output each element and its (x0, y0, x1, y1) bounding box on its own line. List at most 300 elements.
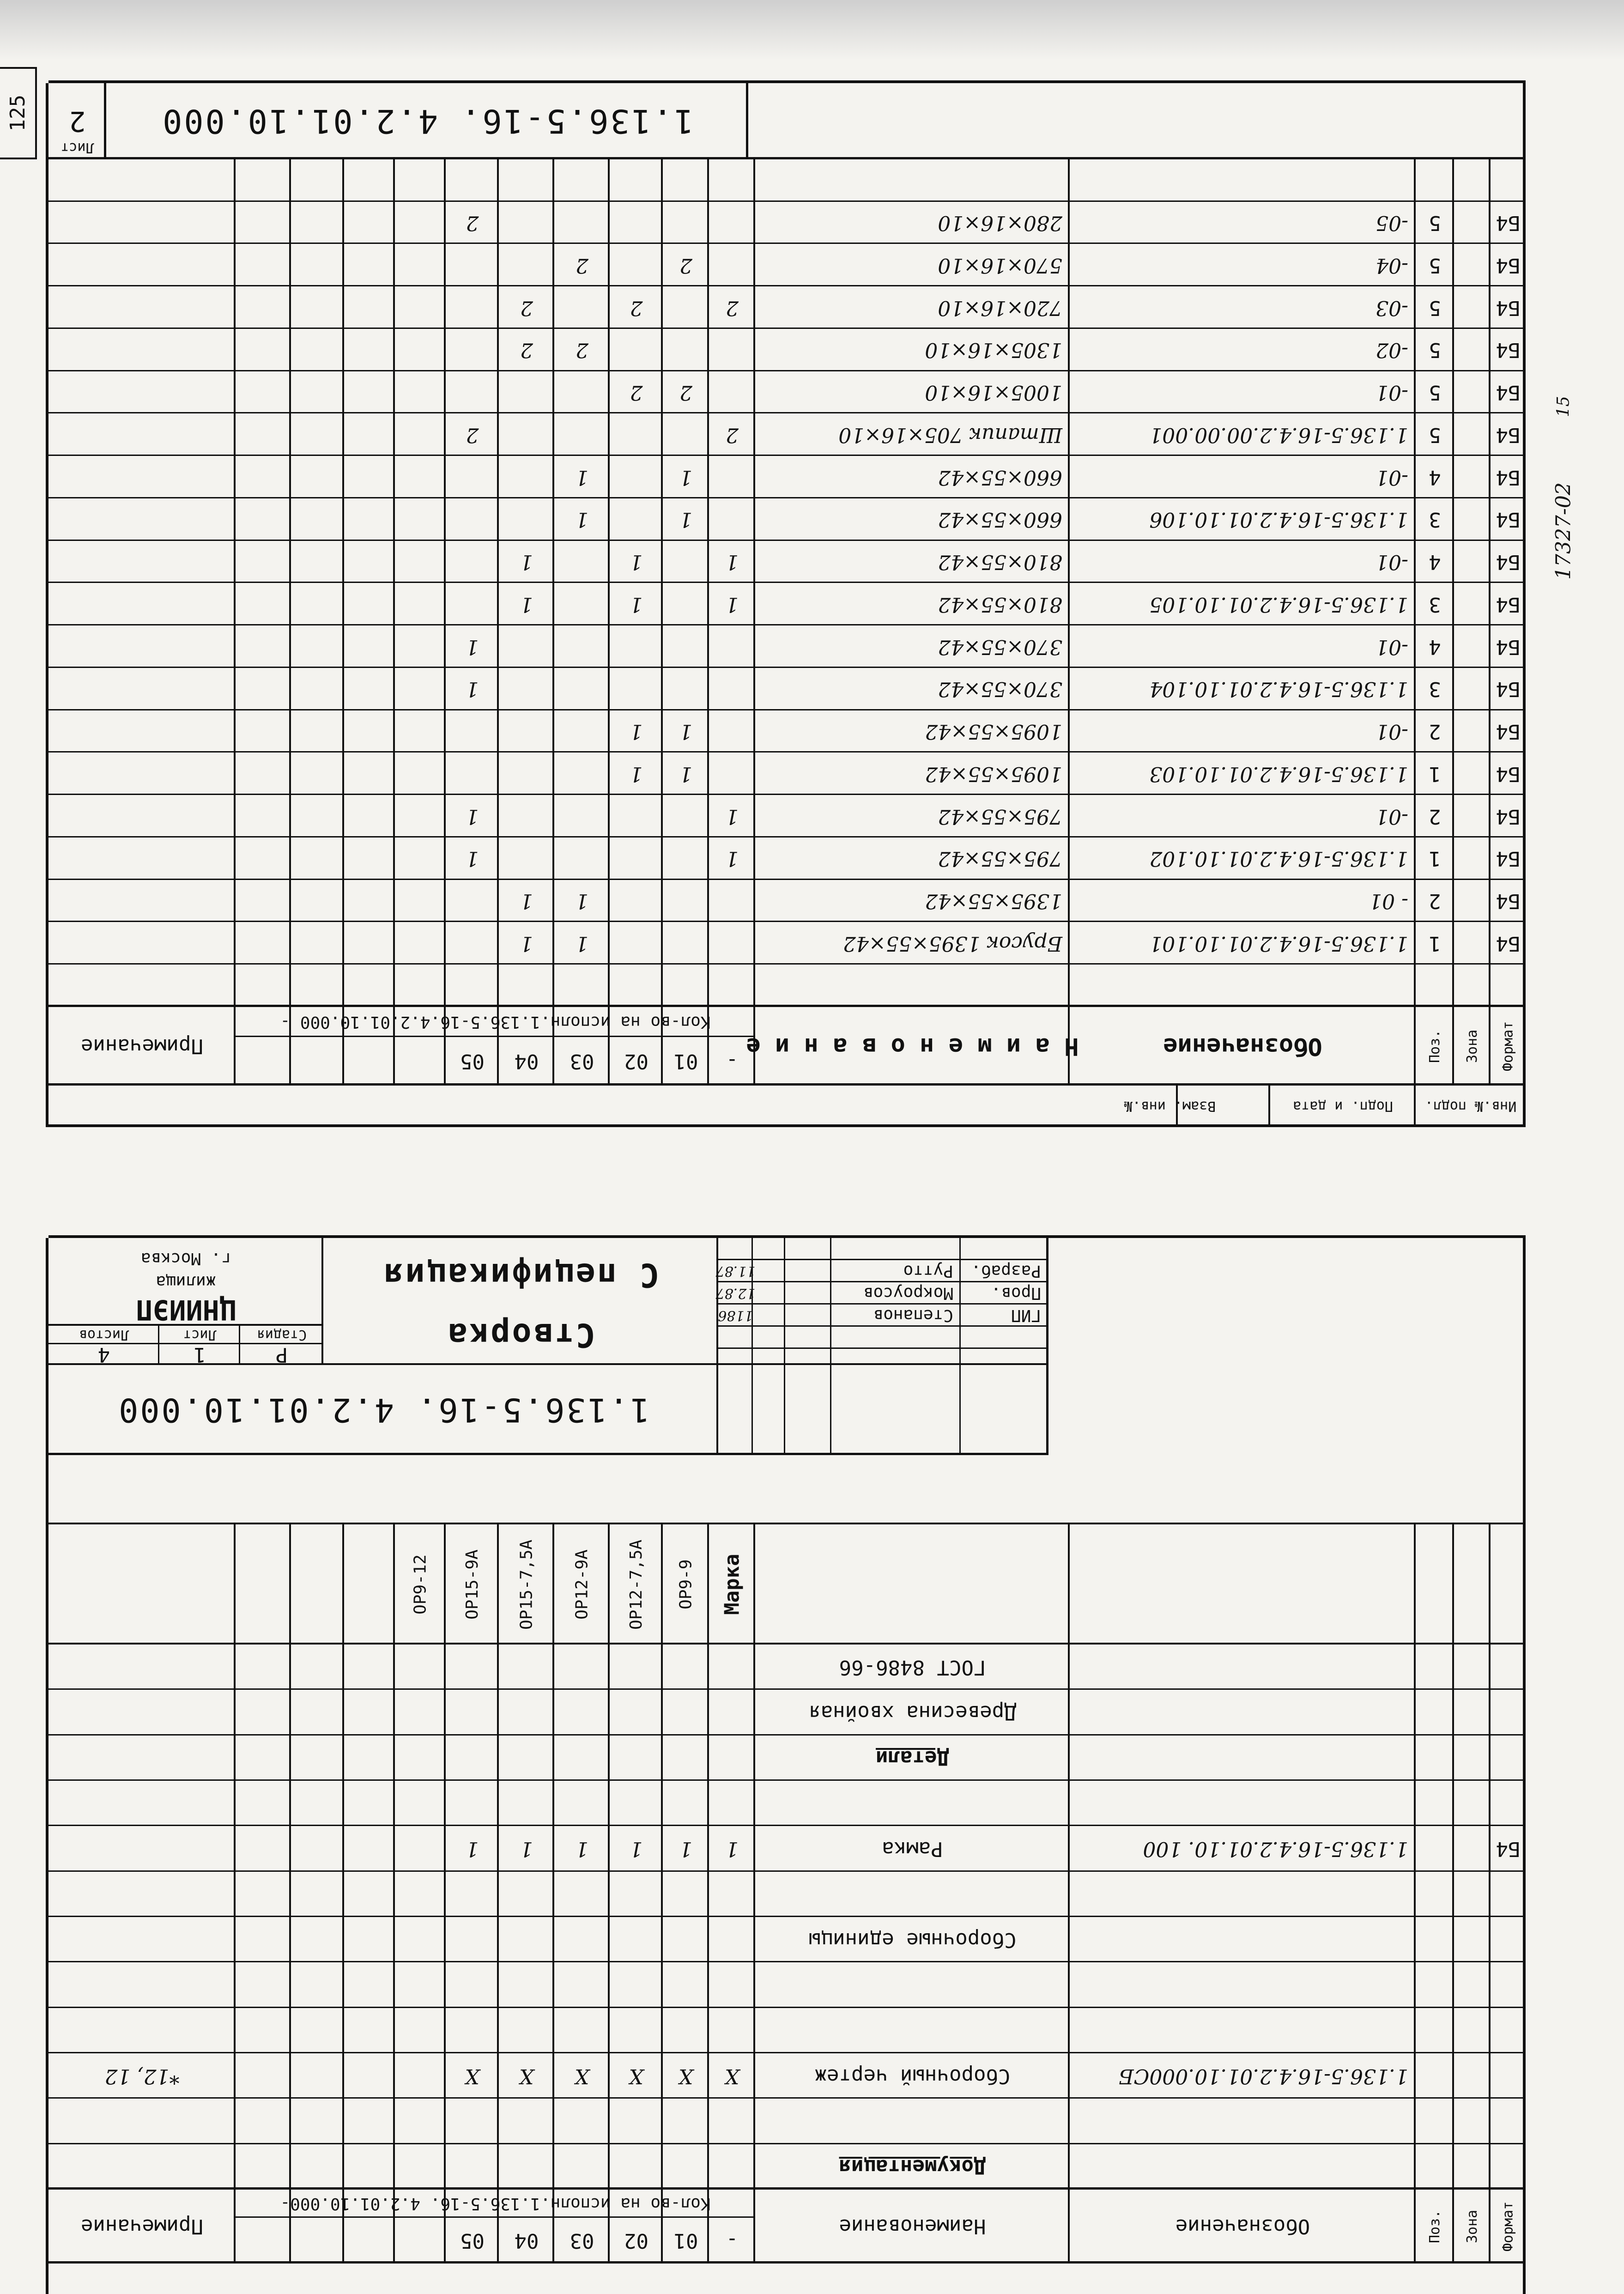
role-label: Разраб. (971, 1262, 1041, 1281)
sheet2-row-qty (663, 414, 709, 456)
sheet2-row-qty (663, 668, 709, 710)
sheet1-row-qty: Х (519, 2064, 534, 2088)
sheet2-row-qty: 2 (630, 381, 643, 405)
sheet2-row-qty (554, 625, 610, 668)
sheet2-header-zone: Зона (1464, 1029, 1480, 1063)
sheet1-row-designation (1070, 1962, 1416, 2008)
sheet2-row-qty: 1 (630, 720, 643, 744)
sheet2-row-qty (554, 202, 610, 244)
mark-label: ОР12-7,5А (627, 1539, 646, 1630)
rule-line (718, 1347, 1048, 1349)
sheet-label: Лист (183, 1327, 217, 1343)
sheet2-row-qty (446, 710, 499, 753)
title-line2: С пецификация (382, 1256, 660, 1294)
sheet2-row-qty (499, 710, 554, 753)
sheets-label: Листов (79, 1327, 129, 1343)
sheet2-header-exec: 01 (673, 1049, 698, 1073)
sheet2-row-qty: 2 (679, 381, 692, 405)
sheet1-row-qty (663, 1872, 709, 1917)
sheet2-row-name: 1395×55×42 (925, 889, 1062, 913)
sheet2-row-designation: -01 (1376, 804, 1408, 828)
sheet2-row-format: Б4 (1496, 592, 1521, 616)
sheet1-row-note (48, 1826, 236, 1871)
mark-label: ОР9-12 (411, 1554, 430, 1615)
sheet2-row-qty: 1 (576, 508, 588, 532)
sheet1-row-qty: 1 (466, 1837, 479, 1861)
sheet1-row-qty (610, 2099, 663, 2144)
sheet2-row-format: Б4 (1496, 677, 1521, 701)
sheet2-row-qty (499, 498, 554, 541)
sheet1-header-designation: Обозначение (1175, 2215, 1310, 2239)
sheet1-row-qty (499, 1781, 554, 1826)
sheet1-row-qty (663, 1690, 709, 1735)
sheet1-row-name: Документация (839, 2155, 986, 2179)
sheet2-row-qty: 1 (466, 677, 479, 701)
sheet1-row-note: *12, 12 (104, 2064, 180, 2088)
sheet1-row-note (48, 1962, 236, 2008)
sheet2-header-qty-title: Кол-во на исполн.1.136.5-16.4.2.01.10.000 - (280, 1012, 711, 1032)
org-line1: ЦНИИЭП (136, 1293, 236, 1326)
sheet1-row-format (1491, 1962, 1526, 2008)
sheet2-row-pos: 3 (1429, 592, 1441, 616)
sheet1-row-qty (610, 1736, 663, 1781)
sheet2-header-note: Примечание (81, 1034, 203, 1058)
sheet2-row-qty: 1 (520, 592, 533, 616)
sheet2-row-qty (663, 837, 709, 880)
rule-line (784, 1238, 785, 1455)
sheet2-row-pos: 3 (1429, 508, 1441, 532)
sheet2-row-qty (610, 837, 663, 880)
sheet1-row-qty (610, 2144, 663, 2190)
sheet1-row-qty (554, 1781, 610, 1826)
sheet1-row-designation (1070, 1781, 1416, 1826)
role-name: Степанов (873, 1306, 953, 1325)
sheet2-row-qty: 1 (630, 592, 643, 616)
sheet1-row-designation: 1.136.5-16.4.2.01.10.000СБ (1119, 2064, 1408, 2088)
sheet1-row-qty: Х (465, 2064, 480, 2088)
sheet1-header-exec: - (726, 2228, 739, 2252)
sheet1-row-qty (554, 1690, 610, 1735)
sheet1-row-qty: 1 (630, 1837, 643, 1861)
sheet1-row-qty (663, 1736, 709, 1781)
sheet1-row-qty (499, 1736, 554, 1781)
sheet2-row-qty: 1 (576, 889, 588, 913)
sheet2-row-qty: 1 (630, 762, 643, 786)
sheet2-row-qty: 2 (726, 423, 739, 447)
sheet1-row-format (1491, 2008, 1526, 2053)
sheet2-row-designation: -01 (1376, 720, 1408, 744)
sheet1-header-exec: 02 (624, 2228, 648, 2252)
sheet2-row-format: Б4 (1496, 381, 1521, 405)
sheet1-row-qty (709, 1872, 755, 1917)
role-date: 11.87 (715, 1263, 756, 1280)
sheet2-row-pos: 5 (1429, 211, 1441, 235)
sheet1-row-note (48, 2008, 236, 2053)
sheet1-row-format (1491, 1781, 1526, 1826)
sheet1-row-format (1491, 1917, 1526, 1962)
sheet2-row-pos: 3 (1429, 677, 1441, 701)
sheet-value: 1 (194, 1343, 206, 1366)
sheet2-row-qty (709, 456, 755, 498)
sheet1-row-qty (446, 1781, 499, 1826)
sheet1-row-qty (663, 2008, 709, 2053)
sheet1-row-designation: 1.136.5-16.4.2.01.10. 100 (1143, 1837, 1408, 1861)
rule-line (718, 1237, 1048, 1238)
sheet2-row-qty (709, 371, 755, 414)
sheet2-row-format: Б4 (1496, 423, 1521, 447)
sheet2-row-pos: 2 (1429, 889, 1441, 913)
sheet2-row-designation: - 01 (1369, 889, 1408, 913)
sheet2-row-qty: 1 (679, 762, 692, 786)
role-label: ГИП (1011, 1306, 1041, 1325)
sheet2-row-qty (663, 202, 709, 244)
sheet2-header-pos: Поз. (1427, 1029, 1443, 1063)
sheet2-margin-replace: Взам. инв.№ (1124, 1098, 1216, 1115)
archive-mark: 15 (1554, 396, 1573, 417)
sheet1-row-qty (446, 2099, 499, 2144)
sheet2-row-format: Б4 (1496, 550, 1521, 574)
sheet2-row-designation: 1.136.5-16.4.2.01.10.106 (1149, 508, 1408, 532)
sheet2-row-qty: 1 (466, 635, 479, 659)
sheet1-row-qty (499, 2099, 554, 2144)
sheet1-header-exec: 01 (673, 2228, 698, 2252)
sheet1-row-name (755, 2008, 1070, 2053)
rule-line (48, 1523, 1526, 1524)
sheet1-row-qty (554, 1872, 610, 1917)
sheet1-header-note: Примечание (81, 2215, 203, 2239)
sheet2-row-designation: -01 (1376, 635, 1408, 659)
sheet1-row-qty (709, 1736, 755, 1781)
sheet2-row-qty: 1 (726, 847, 739, 871)
sheet1-row-format (1491, 2053, 1526, 2099)
sheet2-row-designation: 1.136.5-16.4.2.00.00.001 (1149, 423, 1408, 447)
sheet2-row-format: Б4 (1496, 889, 1521, 913)
sheet1-header-format: Формат (1500, 2201, 1516, 2252)
sheet2-row-name: 720×16×10 (938, 296, 1062, 320)
sheet2-row-qty: 1 (679, 465, 692, 489)
sheet2-header-format: Формат (1500, 1021, 1516, 1072)
sheet2-row-designation: 1.136.5-16.4.2.01.10.104 (1149, 677, 1408, 701)
sheet1-row-qty (446, 2008, 499, 2053)
mark-label: ОР15-9А (463, 1549, 482, 1620)
sheet1-row-format (1491, 2144, 1526, 2190)
sheet1-row-designation (1070, 2099, 1416, 2144)
sheet2-row-qty (709, 625, 755, 668)
sheet1-row-qty: Х (575, 2064, 589, 2088)
sheet2-row-qty (610, 456, 663, 498)
sheet2-row-designation: -04 (1376, 253, 1408, 277)
sheet2-margin-inv: Инв.№ подл. (1424, 1098, 1517, 1115)
sheet2-row-qty (499, 244, 554, 287)
sheet2-row-qty: 1 (466, 804, 479, 828)
sheet2-row-format: Б4 (1496, 211, 1521, 235)
sheet2-row-qty (554, 371, 610, 414)
sheet2-row-qty (663, 625, 709, 668)
sheet2-row-qty (499, 837, 554, 880)
sheet2-row-qty: 1 (630, 550, 643, 574)
sheet1-row-name: ГОСТ 8486-66 (839, 1655, 986, 1679)
sheet2-list-number: 2 (69, 105, 86, 138)
sheet1-row-qty (499, 1962, 554, 2008)
sheet2-row-qty (610, 795, 663, 837)
sheet1-row-qty (663, 1645, 709, 1690)
sheet1-row-format (1491, 2099, 1526, 2144)
sheet2-header-exec: 05 (460, 1049, 485, 1073)
sheet2-row-qty: 1 (520, 550, 533, 574)
sheet1-row-qty (610, 1645, 663, 1690)
sheet2-row-qty (554, 286, 610, 329)
sheet1-row-qty: 1 (726, 1837, 739, 1861)
sheet2-row-qty (709, 668, 755, 710)
sheet2-row-qty: 1 (726, 550, 739, 574)
sheet2-row-name: 1095×55×42 (925, 720, 1062, 744)
sheet2-row-name: 660×55×42 (938, 465, 1062, 489)
sheet2-row-designation: 1.136.5-16.4.2.01.10.101 (1149, 931, 1408, 955)
sheet2-row-qty (446, 329, 499, 371)
sheet2-row-qty (499, 371, 554, 414)
sheet1-row-qty (554, 1917, 610, 1962)
sheet1-row-qty (610, 1781, 663, 1826)
sheet2-row-name: 370×55×42 (938, 635, 1062, 659)
sheet1-row-name (755, 1872, 1070, 1917)
sheet1-row-note (48, 1917, 236, 1962)
sheet2-row-qty (554, 753, 610, 795)
sheet2-row-format: Б4 (1496, 762, 1521, 786)
sheet2-header-exec: 04 (514, 1049, 539, 1073)
sheet2-row-qty: 2 (466, 423, 479, 447)
sheet2-row-qty (709, 244, 755, 287)
sheet2-row-qty (709, 753, 755, 795)
org-line3: г. Москва (140, 1249, 231, 1268)
sheet2-row-format: Б4 (1496, 635, 1521, 659)
sheet2-row-qty (554, 541, 610, 583)
sheet1-row-qty (663, 2099, 709, 2144)
sheet2-row-name: 570×16×10 (938, 253, 1062, 277)
sheet2-row-qty (610, 880, 663, 922)
sheet1-row-note (48, 1690, 236, 1735)
page-number-box (0, 67, 37, 159)
stage-value: Р (275, 1343, 288, 1366)
sheet1-row-note (48, 1645, 236, 1690)
sheet2-row-pos: 2 (1429, 804, 1441, 828)
sheet2-row-qty (499, 753, 554, 795)
sheet1-row-qty (610, 1917, 663, 1962)
sheet1-header-qty-title: Кол-во на исполн.1.136.5-16. 4.2.01.10.000- (280, 2194, 711, 2213)
sheet1-row-qty: 1 (520, 1837, 533, 1861)
sheet2-row-name: 1095×55×42 (925, 762, 1062, 786)
sheet2-row-qty (446, 286, 499, 329)
sheet2-row-pos: 1 (1429, 847, 1441, 871)
role-name: Рутто (903, 1262, 953, 1281)
sheet2-header-exec: 02 (624, 1049, 648, 1073)
sheet2-row-pos: 4 (1429, 465, 1441, 489)
sheet1-row-name: Сборочный чертеж (814, 2064, 1011, 2088)
sheet1-row-name (755, 1781, 1070, 1826)
sheet1-row-qty (446, 1917, 499, 1962)
sheet2-row-pos: 5 (1429, 338, 1441, 362)
sheet2-header-exec: 03 (570, 1049, 594, 1073)
sheet1-row-qty (709, 1781, 755, 1826)
role-date: 12.87 (715, 1285, 756, 1302)
sheet2-row-designation: 1.136.5-16.4.2.01.10.102 (1149, 847, 1408, 871)
rule-line (289, 1524, 291, 2264)
sheet2-row-name: 660×55×42 (938, 508, 1062, 532)
sheet2-row-qty (663, 795, 709, 837)
sheet2-row-pos: 5 (1429, 253, 1441, 277)
sheet1-row-qty (499, 2144, 554, 2190)
sheet2-row-qty: 1 (726, 592, 739, 616)
sheet2-row-qty (663, 583, 709, 626)
mark-label: ОР9-9 (676, 1559, 696, 1610)
sheet1-row-name (755, 2099, 1070, 2144)
sheet2-row-qty (554, 837, 610, 880)
sheet1-row-qty: 1 (679, 1837, 692, 1861)
sheet2-row-qty (446, 583, 499, 626)
sheet2-row-qty (499, 795, 554, 837)
sheet1-header-exec: 03 (570, 2228, 594, 2252)
sheet1-row-qty (663, 1781, 709, 1826)
sheet1-row-name: Древесина хвойная (808, 1701, 1017, 1725)
sheet2-row-name: 1305×16×10 (925, 338, 1062, 362)
sheet2-row-pos: 5 (1429, 423, 1441, 447)
sheet2-row-qty: 2 (576, 338, 588, 362)
rule-line (46, 83, 48, 1127)
sheet2-row-name: 280×16×10 (938, 211, 1062, 235)
sheet1-row-note (48, 2099, 236, 2144)
sheet2-row-qty: 2 (679, 253, 692, 277)
sheet2-row-qty (554, 414, 610, 456)
sheet1-row-qty (554, 2144, 610, 2190)
sheet2-row-qty: 2 (466, 211, 479, 235)
sheet2-code: 1.136.5-16. 4.2.01.10.000 (161, 102, 694, 140)
sheet2-header-name: Н а и м е н о в а н и е (746, 1032, 1079, 1060)
archive-stamp: 17327-02 (1551, 482, 1576, 580)
sheet2-row-qty (610, 668, 663, 710)
sheet2-row-qty (663, 541, 709, 583)
sheet2-row-name: 795×55×42 (938, 847, 1062, 871)
sheet1-row-qty (663, 1962, 709, 2008)
sheet2-row-designation: -01 (1376, 381, 1408, 405)
sheet2-row-qty (446, 244, 499, 287)
sheet1-row-qty (446, 1736, 499, 1781)
sheet2-row-qty (446, 880, 499, 922)
sheet1-row-qty: Х (629, 2064, 644, 2088)
sheet2-row-qty (554, 668, 610, 710)
sheet2-row-format: Б4 (1496, 465, 1521, 489)
sheet1-row-qty (663, 1917, 709, 1962)
stage-label: Стадия (256, 1327, 307, 1343)
sheet1-row-qty (446, 1962, 499, 2008)
sheet1-row-designation (1070, 2008, 1416, 2053)
sheet1-row-qty (709, 2144, 755, 2190)
sheet1-row-note (48, 2144, 236, 2190)
sheet1-row-qty (709, 1690, 755, 1735)
sheet1-row-note (48, 1736, 236, 1781)
sheet1-row-qty (610, 1690, 663, 1735)
org-line2: жилища (156, 1272, 216, 1292)
sheet2-row-format: Б4 (1496, 931, 1521, 955)
sheet2-row-qty (554, 583, 610, 626)
sheet2-row-qty: 2 (630, 296, 643, 320)
rule-line (718, 1364, 1048, 1365)
sheet2-row-pos: 4 (1429, 635, 1441, 659)
sheet1-row-qty (554, 1736, 610, 1781)
sheet2-row-pos: 5 (1429, 296, 1441, 320)
sheet1-row-qty (446, 1645, 499, 1690)
sheet2-header-exec: - (726, 1049, 739, 1073)
sheet2-row-qty (663, 329, 709, 371)
rule-line (342, 1524, 344, 2264)
sheet2-row-qty (446, 922, 499, 965)
sheet2-row-qty (499, 668, 554, 710)
sheet1-row-designation (1070, 1736, 1416, 1781)
sheet2-row-qty (446, 541, 499, 583)
sheet1-row-qty (446, 1872, 499, 1917)
sheet2-row-designation: -05 (1376, 211, 1408, 235)
sheet2-row-qty (663, 286, 709, 329)
sheet1-row-name: Детали (876, 1746, 949, 1770)
sheet2-row-name: Брусок 1395×55×42 (842, 931, 1062, 955)
sheet1-row-qty (554, 1962, 610, 2008)
sheet1-row-format (1491, 1645, 1526, 1690)
sheet2-row-qty (499, 414, 554, 456)
sheet2-row-qty: 2 (520, 338, 533, 362)
sheet1-header-exec: 05 (460, 2228, 485, 2252)
sheet1-row-qty (499, 1872, 554, 1917)
sheet1-row-qty: Х (679, 2064, 693, 2088)
sheet1-row-qty: Х (725, 2064, 739, 2088)
sheet2-row-designation: -02 (1376, 338, 1408, 362)
sheet1-row-format (1491, 1736, 1526, 1781)
sheet2-header-designation: Обозначение (1163, 1032, 1322, 1060)
sheet1-row-note (48, 1781, 236, 1826)
sheet1-row-note (48, 1872, 236, 1917)
sheet2-row-format: Б4 (1496, 296, 1521, 320)
sheet2-row-name: 810×55×42 (938, 592, 1062, 616)
sheet2-row-qty (610, 414, 663, 456)
sheet2-row-qty (446, 456, 499, 498)
sheet1-row-qty (663, 2144, 709, 2190)
sheet2-row-pos: 5 (1429, 381, 1441, 405)
sheet1-header-zone: Зона (1464, 2209, 1480, 2244)
sheet1-row-qty (709, 2099, 755, 2144)
sheets-value: 4 (97, 1343, 110, 1366)
sheet1-code: 1.136.5-16. 4.2.01.10.000 (117, 1391, 650, 1429)
sheet2-row-qty: 1 (576, 465, 588, 489)
sheet2-row-qty (709, 202, 755, 244)
sheet2-row-format: Б4 (1496, 508, 1521, 532)
sheet2-row-qty: 1 (520, 931, 533, 955)
title-line1: Створка (446, 1316, 596, 1354)
sheet2-row-designation: 1.136.5-16.4.2.01.10.105 (1149, 592, 1408, 616)
sheet2-row-qty (446, 753, 499, 795)
sheet2-row-qty (610, 244, 663, 287)
role-label: Пров. (991, 1284, 1041, 1303)
sheet2-row-format: Б4 (1496, 847, 1521, 871)
sheet1-row-qty (610, 2008, 663, 2053)
sheet2-row-qty: 1 (520, 889, 533, 913)
mark-label: ОР15-7,5А (517, 1539, 536, 1630)
sheet2-row-pos: 2 (1429, 720, 1441, 744)
sheet2-row-qty (554, 710, 610, 753)
mark-label: ОР12-9А (572, 1549, 592, 1620)
rule-line (342, 159, 344, 1086)
sheet1-row-qty (446, 1690, 499, 1735)
sheet2-row-qty (446, 371, 499, 414)
rule-line (289, 159, 291, 1086)
sheet2-row-designation: -01 (1376, 550, 1408, 574)
sheet1-row-qty (610, 1872, 663, 1917)
